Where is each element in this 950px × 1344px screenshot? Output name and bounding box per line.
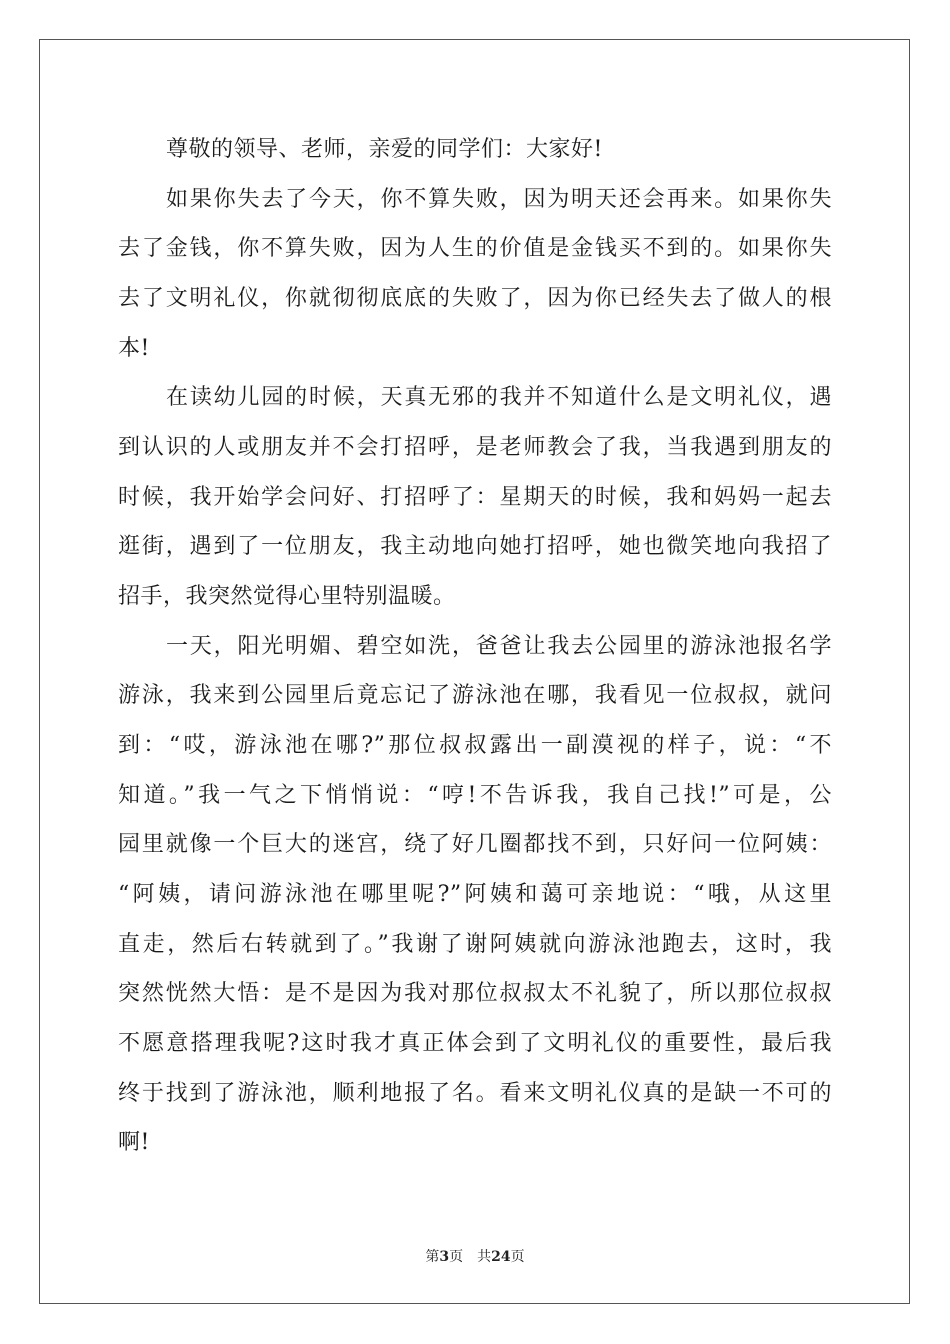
paragraph-3-line-3: 到：“哎，游泳池在哪?”那位叔叔露出一副漠视的样子，说：“不 xyxy=(118,733,832,758)
paragraph-2-line-4: 逛街，遇到了一位朋友，我主动地向她打招呼，她也微笑地向我招了 xyxy=(118,534,832,559)
paragraph-2-line-5: 招手，我突然觉得心里特别温暖。 xyxy=(118,584,456,609)
paragraph-3-line-8: 突然恍然大悟：是不是因为我对那位叔叔太不礼貌了，所以那位叔叔 xyxy=(118,981,832,1006)
paragraph-2-line-2: 到认识的人或朋友并不会打招呼，是老师教会了我，当我遇到朋友的 xyxy=(118,435,832,460)
page-suffix: 页 xyxy=(449,1249,464,1265)
page-number: 3 xyxy=(439,1249,450,1265)
paragraph-2-line-1: 在读幼儿园的时候，天真无邪的我并不知道什么是文明礼仪，遇 xyxy=(166,385,832,410)
paragraph-3-line-6: “阿姨，请问游泳池在哪里呢?”阿姨和蔼可亲地说：“哦，从这里 xyxy=(118,882,832,907)
paragraph-2-line-3: 时候，我开始学会问好、打招呼了：星期天的时候，我和妈妈一起去 xyxy=(118,485,832,510)
page-footer xyxy=(0,1247,950,1267)
paragraph-3-line-4: 知道。”我一气之下悄悄说：“哼!不告诉我，我自己找!”可是，公 xyxy=(118,783,832,808)
paragraph-3-line-1: 一天，阳光明媚、碧空如洗，爸爸让我去公园里的游泳池报名学 xyxy=(166,634,832,659)
greeting-line: 尊敬的领导、老师，亲爱的同学们：大家好! xyxy=(166,137,603,162)
paragraph-3-line-7: 直走，然后右转就到了。”我谢了谢阿姨就向游泳池跑去，这时，我 xyxy=(118,932,832,957)
paragraph-3-line-9: 不愿意搭理我呢?这时我才真正体会到了文明礼仪的重要性，最后我 xyxy=(118,1031,832,1056)
paragraph-1-line-4: 本! xyxy=(118,336,150,361)
paragraph-3-line-5: 园里就像一个巨大的迷宫，绕了好几圈都找不到，只好问一位阿姨： xyxy=(118,832,832,857)
paragraph-1-line-3: 去了文明礼仪，你就彻彻底底的失败了，因为你已经失去了做人的根 xyxy=(118,286,832,311)
paragraph-3-line-10: 终于找到了游泳池，顺利地报了名。看来文明礼仪真的是缺一不可的 xyxy=(118,1081,832,1106)
paragraph-3-line-11: 啊! xyxy=(118,1130,150,1155)
total-pages: 24 xyxy=(491,1249,511,1265)
paragraph-3-line-2: 游泳，我来到公园里后竟忘记了游泳池在哪，我看见一位叔叔，就问 xyxy=(118,683,832,708)
paragraph-1-line-2: 去了金钱，你不算失败，因为人生的价值是金钱买不到的。如果你失 xyxy=(118,236,832,261)
paragraph-1-line-1: 如果你失去了今天，你不算失败，因为明天还会再来。如果你失 xyxy=(166,187,832,212)
total-suffix: 页 xyxy=(510,1249,525,1265)
page-prefix: 第 xyxy=(425,1249,440,1265)
total-prefix: 共 xyxy=(477,1249,492,1265)
